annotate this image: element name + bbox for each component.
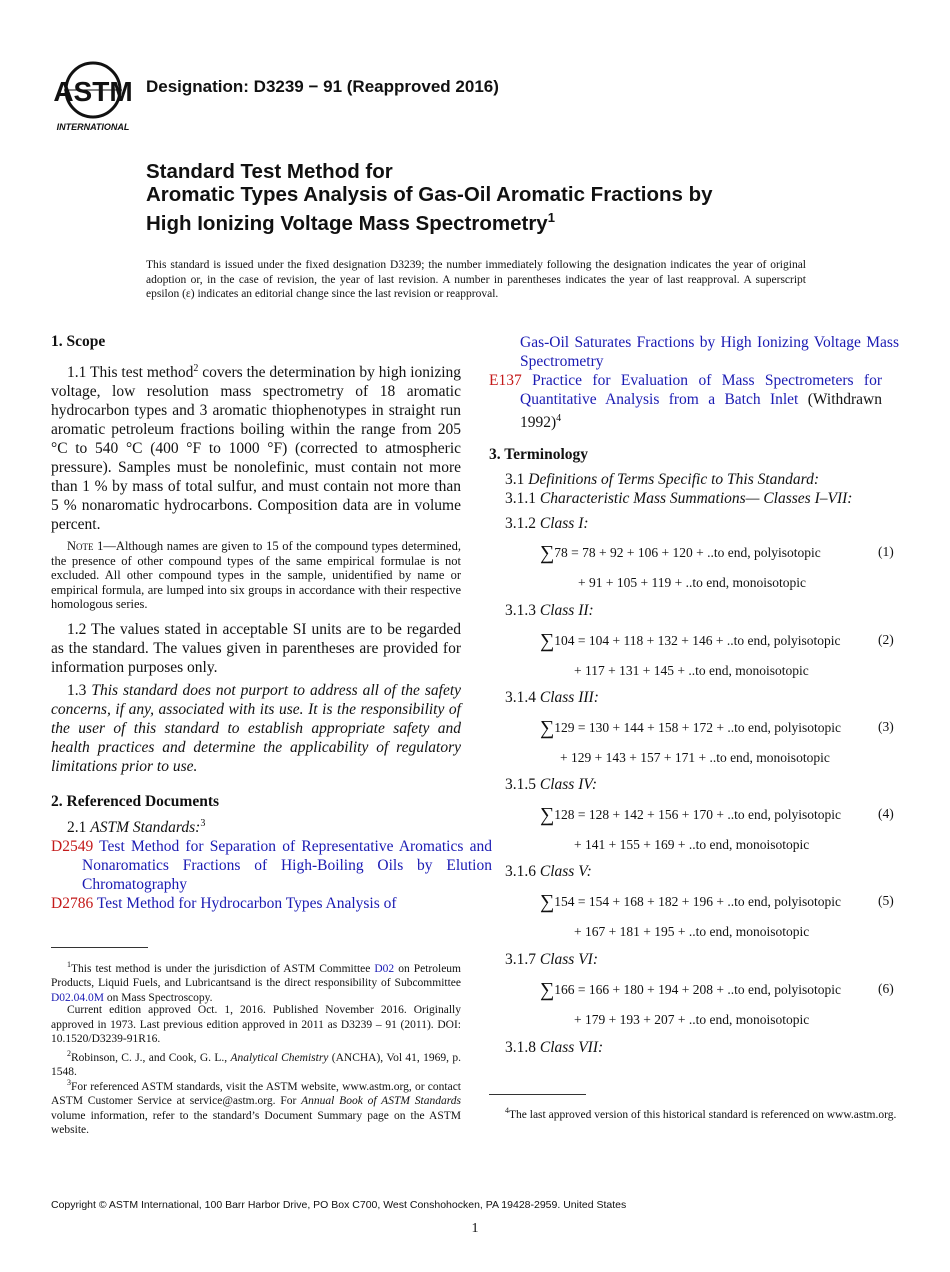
class-2-heading: 3.1.3 Class II:: [505, 602, 594, 619]
link-d02-04-0m[interactable]: D02.04.0M: [51, 991, 105, 1004]
class-1-equation-poly: ∑78 = 78 + 92 + 106 + 120 + ..to end, polyisotopic: [540, 542, 821, 564]
class-3-equation-poly: ∑129 = 130 + 144 + 158 + 172 + ..to end, polyisotopic: [540, 717, 841, 739]
footnote-3: $^3$For referenced ASTM standards, visit the ASTM website, www.astm.org, or contact ASTM Customer Service at service@astm.org. For Annual Book of ASTM Standards volume information, refer to the standard’s Document Summary page on the ASTM website.: [51, 1078, 461, 1137]
link-d02[interactable]: D02: [374, 962, 395, 975]
class-3-heading: 3.1.4 Class III:: [505, 689, 599, 706]
equation-number-1: (1): [878, 544, 894, 559]
page-title: [146, 160, 866, 235]
class-4-equation-mono: + 141 + 155 + 169 + ..to end, monoisotopic: [574, 837, 810, 852]
class-5-equation-poly: ∑154 = 154 + 168 + 182 + 196 + ..to end, polyisotopic: [540, 891, 841, 913]
footnote-ref-4[interactable]: 4: [556, 413, 562, 424]
title-line-1: Standard Test Method for: [146, 160, 393, 183]
class-5-heading: 3.1.6 Class V:: [505, 863, 592, 880]
logo-text: ASTM: [53, 76, 133, 107]
logo-subtext: INTERNATIONAL: [56, 122, 130, 132]
refdocs-heading: 2. Referenced Documents: [51, 793, 220, 810]
definitions-subheading: 3.1 Definitions of Terms Specific to This Standard:: [505, 471, 820, 488]
sigma-symbol: ∑: [540, 804, 555, 826]
astm-logo: [50, 58, 136, 134]
sigma-symbol: ∑: [540, 542, 555, 564]
mass-summations-subheading: 3.1.1 Characteristic Mass Summations— Classes I–VII:: [505, 490, 853, 507]
equation-number-2: (2): [878, 632, 894, 647]
class-6-heading: 3.1.7 Class VI:: [505, 951, 598, 968]
footnote-rule-right: [489, 1094, 586, 1095]
sigma-symbol: ∑: [540, 630, 555, 652]
class-4-equation-poly: ∑128 = 128 + 142 + 156 + 170 + ..to end, polyisotopic: [540, 804, 841, 826]
class-5-equation-mono: + 167 + 181 + 195 + ..to end, monoisotopic: [574, 924, 810, 939]
title-line-3: High Ionizing Voltage Mass Spectrometry$^1$: [146, 210, 555, 235]
ref-d2786[interactable]: D2786 Test Method for Hydrocarbon Types Analysis of: [51, 895, 397, 912]
scope-paragraph-3: 1.3 This standard does not purport to address all of the safety concerns, if any, associated with its use. It is the responsibility of the user of this standard to establish appropriate safety and health practices and determine the applicability of regulatory limitations prior to use.: [51, 682, 462, 775]
ref-e137[interactable]: E137 Practice for Evaluation of Mass Spectrometers for Quantitative Analysis from a Batch Inlet (Withdrawn 1992)$^4$: [489, 372, 883, 432]
equation-number-3: (3): [878, 719, 894, 734]
class-6-equation-mono: + 179 + 193 + 207 + ..to end, monoisotopic: [574, 1012, 810, 1027]
footnote-4: $^4$The last approved version of this historical standard is referenced on www.astm.org.: [505, 1106, 897, 1121]
note-1: Note 1—Although names are given to 15 of the compound types determined, the presence of other compound types of the same empirical formulae is not excluded. All other compound types in the sample, unidentified by name or empirical formula, are lumped into six groups in accordance with their respective homologous series.: [51, 539, 461, 611]
scope-paragraph-1: 1.1 This test method$^2$ covers the determination by high ionizing voltage, low resolution mass spectrometry of 18 aromatic hydrocarbon types and 3 aromatic thiophenotypes in straight run aromatic petroleum fractions boiling within the range from 205 °C to 540 °C (400 °F to 1000 °F) (corrected to atmospheric pressure). Samples must be nonolefinic, must contain not more than 1 % by mass of total sulfur, and must contain not more than 5 % nonaromatic hydrocarbons. Composition data are in volume percent.: [51, 363, 462, 534]
class-4-heading: 3.1.5 Class IV:: [505, 776, 597, 793]
equation-number-5: (5): [878, 893, 894, 908]
class-2-equation-poly: ∑104 = 104 + 118 + 132 + 146 + ..to end, polyisotopic: [540, 630, 841, 652]
class-2-equation-mono: + 117 + 131 + 145 + ..to end, monoisotopic: [574, 663, 809, 678]
footnote-1-edition: Current edition approved Oct. 1, 2016. Published November 2016. Originally approved in 1973. Last previous edition approved in 2011 as D3239 – 91 (2011). DOI: 10.1520/D3239-91R16.: [51, 1004, 461, 1045]
class-7-heading: 3.1.8 Class VII:: [505, 1039, 604, 1056]
class-1-heading: 3.1.2 Class I:: [505, 515, 589, 532]
terminology-heading: 3. Terminology: [489, 446, 589, 463]
issue-note: This standard is issued under the fixed designation D3239; the number immediately following the designation indicates the year of original adoption or, in the case of revision, the year of last revision. A number in parentheses indicates the year of last reapproval. A superscript epsilon (ε) indicates an editorial change since the last revision or reapproval.: [146, 259, 806, 300]
footnote-rule-left: [51, 947, 148, 948]
title-line-2: Aromatic Types Analysis of Gas-Oil Aromatic Fractions by: [146, 183, 713, 206]
page-number: 1: [471, 1221, 479, 1236]
footnote-2: $^2$Robinson, C. J., and Cook, G. L., Analytical Chemistry (ANCHA), Vol 41, 1969, p. 1548.: [51, 1049, 461, 1079]
class-3-equation-mono: + 129 + 143 + 157 + 171 + ..to end, monoisotopic: [560, 750, 830, 765]
ref-d2786-continued[interactable]: Gas-Oil Saturates Fractions by High Ionizing Voltage Mass Spectrometry: [520, 334, 899, 370]
equation-number-4: (4): [878, 806, 894, 821]
sigma-symbol: ∑: [540, 717, 555, 739]
sigma-symbol: ∑: [540, 891, 555, 913]
scope-heading: 1. Scope: [51, 333, 106, 350]
title-footnote-mark[interactable]: 1: [547, 210, 555, 225]
designation: Designation: D3239 − 91 (Reapproved 2016): [146, 77, 499, 96]
ref-d2549[interactable]: D2549 Test Method for Separation of Representative Aromatics and Nonaromatics Fractions of High-Boiling Oils by Elution Chromatography: [51, 838, 492, 893]
class-6-equation-poly: ∑166 = 166 + 180 + 194 + 208 + ..to end, polyisotopic: [540, 979, 841, 1001]
footnote-ref-3[interactable]: 3: [200, 818, 206, 829]
scope-paragraph-2: 1.2 The values stated in acceptable SI units are to be regarded as the standard. The values given in parentheses are provided for information purposes only.: [51, 621, 461, 676]
footnote-ref-2[interactable]: 2: [193, 363, 199, 374]
sigma-symbol: ∑: [540, 979, 555, 1001]
copyright-line: Copyright © ASTM International, 100 Barr Harbor Drive, PO Box C700, West Conshohocken, PA 19428-2959. United States: [51, 1199, 627, 1211]
astm-standards-subheading: 2.1 ASTM Standards:$^3$: [67, 818, 206, 837]
class-1-equation-mono: + 91 + 105 + 119 + ..to end, monoisotopic: [578, 575, 806, 590]
footnote-1: $^1$This test method is under the jurisdiction of ASTM Committee D02 on Petroleum Products, Liquid Fuels, and Lubricantsand is the direct responsibility of Subcommittee D02.04.0M on Mass Spectroscopy.: [51, 960, 461, 1004]
equation-number-6: (6): [878, 981, 894, 996]
